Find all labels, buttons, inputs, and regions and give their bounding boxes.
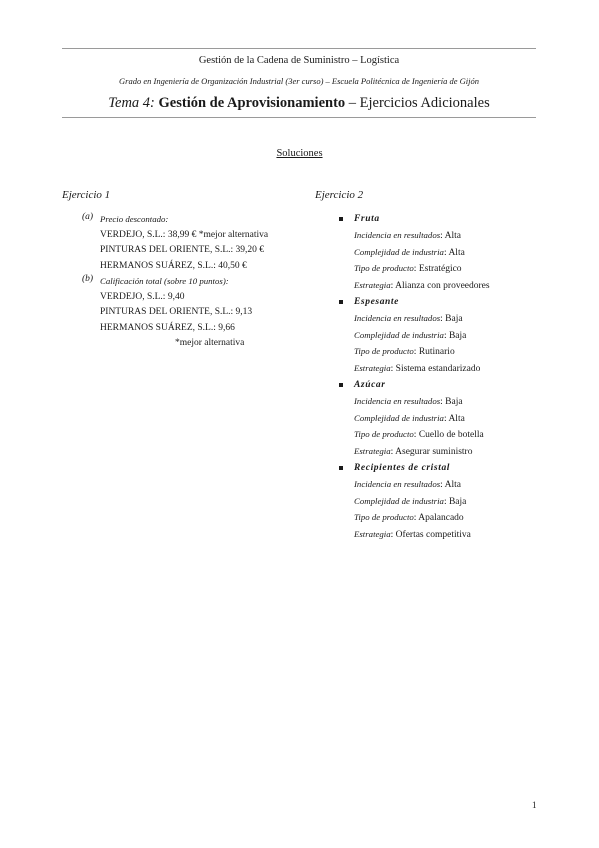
complejidad-label: Complejidad de industria <box>354 329 444 340</box>
incidencia-value: Alta <box>444 479 462 490</box>
topic-title <box>62 94 536 112</box>
estrategia-label: Estrategia <box>354 280 391 291</box>
incidencia-label: Incidencia en resultados <box>354 478 441 489</box>
category-name: Azúcar <box>354 379 386 390</box>
incidencia-label: Incidencia en resultados <box>354 229 441 240</box>
exercise1-part-b <box>82 274 307 352</box>
category-name: Recipientes de cristal <box>354 462 451 473</box>
part-b-line: VERDEJO, S.L.: 9,40 <box>100 291 185 302</box>
part-a-line: HERMANOS SUÁREZ, S.L.: 40,50 € <box>100 260 247 271</box>
topic-main: Gestión de Aprovisionamiento <box>158 95 346 111</box>
estrategia-label: Estrategia <box>354 446 391 457</box>
incidencia-value: Alta <box>444 230 462 241</box>
part-b-line: PINTURAS DEL ORIENTE, S.L.: 9,13 <box>100 307 253 317</box>
tipo-value: Rutinario <box>418 347 455 358</box>
exercise1-part-a <box>82 212 307 274</box>
square-bullet-icon <box>339 217 343 221</box>
incidencia-label: Incidencia en resultados <box>354 395 441 406</box>
square-bullet-icon <box>339 466 343 470</box>
tipo-label: Tipo de producto <box>354 429 414 440</box>
part-b-line: HERMANOS SUÁREZ, S.L.: 9,66 <box>100 322 235 333</box>
incidencia-value: Baja <box>445 396 463 407</box>
category-item: Recipientes de cristal Incidencia en resultados: Alta Complejidad de industria: Baja Tipo de producto: Apalancado Estrategia: Ofertas competitiva <box>337 461 577 544</box>
tipo-label: Tipo de producto <box>354 512 414 523</box>
exercise1-title: Ejercicio 1 <box>62 189 111 201</box>
tipo-label: Tipo de producto <box>354 263 414 274</box>
estrategia-value: Sistema estandarizado <box>395 364 481 375</box>
estrategia-label: Estrategia <box>354 363 391 374</box>
incidencia-label: Incidencia en resultados <box>354 312 441 323</box>
category-item: Fruta Incidencia en resultados: Alta Complejidad de industria: Alta Tipo de producto: Estratégico Estrategia: Alianza con proveedores <box>337 212 577 295</box>
category-name: Fruta <box>354 214 380 224</box>
part-a-line: PINTURAS DEL ORIENTE, S.L.: 39,20 € <box>100 245 265 255</box>
estrategia-value: Alianza con proveedores <box>395 281 490 292</box>
section-title: Soluciones <box>276 148 323 159</box>
exercise2-title: Ejercicio 2 <box>315 189 364 201</box>
tipo-label: Tipo de producto <box>354 346 414 357</box>
category-item: Espesante Incidencia en resultados: Baja Complejidad de industria: Baja Tipo de producto: Rutinario Estrategia: Sistema estandarizado <box>337 295 577 378</box>
page-number: 1 <box>532 800 537 810</box>
incidencia-value: Baja <box>445 313 463 324</box>
part-b-marker: (b) <box>82 274 94 284</box>
category-item: Azúcar Incidencia en resultados: Baja Complejidad de industria: Alta Tipo de producto: Cuello de botella Estrategia: Asegurar suministro <box>337 378 577 461</box>
estrategia-label: Estrategia <box>354 529 391 540</box>
tipo-value: Apalancado <box>418 513 464 524</box>
complejidad-value: Alta <box>448 413 465 424</box>
category-name: Espesante <box>354 296 399 307</box>
part-a-line: VERDEJO, S.L.: 38,99 € *mejor alternativa <box>100 229 269 240</box>
part-b-note: *mejor alternativa <box>175 338 245 348</box>
tipo-value: Cuello de botella <box>418 430 484 441</box>
exercise1-body <box>82 212 307 352</box>
complejidad-value: Baja <box>448 330 467 341</box>
complejidad-label: Complejidad de industria <box>354 495 444 506</box>
exercise2-body <box>337 212 577 544</box>
part-b-subtitle: Calificación total (sobre 10 puntos): <box>100 276 229 286</box>
complejidad-label: Complejidad de industria <box>354 412 444 423</box>
topic-number: Tema 4: <box>108 95 155 111</box>
estrategia-value: Asegurar suministro <box>395 447 473 458</box>
complejidad-value: Alta <box>448 247 465 258</box>
square-bullet-icon <box>339 300 343 304</box>
tipo-value: Estratégico <box>418 264 462 275</box>
estrategia-value: Ofertas competitiva <box>395 530 471 541</box>
document-header <box>62 48 536 118</box>
degree-line: Grado en Ingeniería de Organización Industrial (3er curso) – Escuela Politécnica de Ingeniería de Gijón <box>119 76 479 86</box>
complejidad-label: Complejidad de industria <box>354 246 444 257</box>
part-a-marker: (a) <box>82 212 94 222</box>
complejidad-value: Baja <box>448 496 467 507</box>
square-bullet-icon <box>339 383 343 387</box>
part-a-subtitle: Precio descontado: <box>100 214 169 224</box>
course-title: Gestión de la Cadena de Suministro – Logística <box>198 55 400 66</box>
topic-subtitle: – Ejercicios Adicionales <box>348 95 490 111</box>
